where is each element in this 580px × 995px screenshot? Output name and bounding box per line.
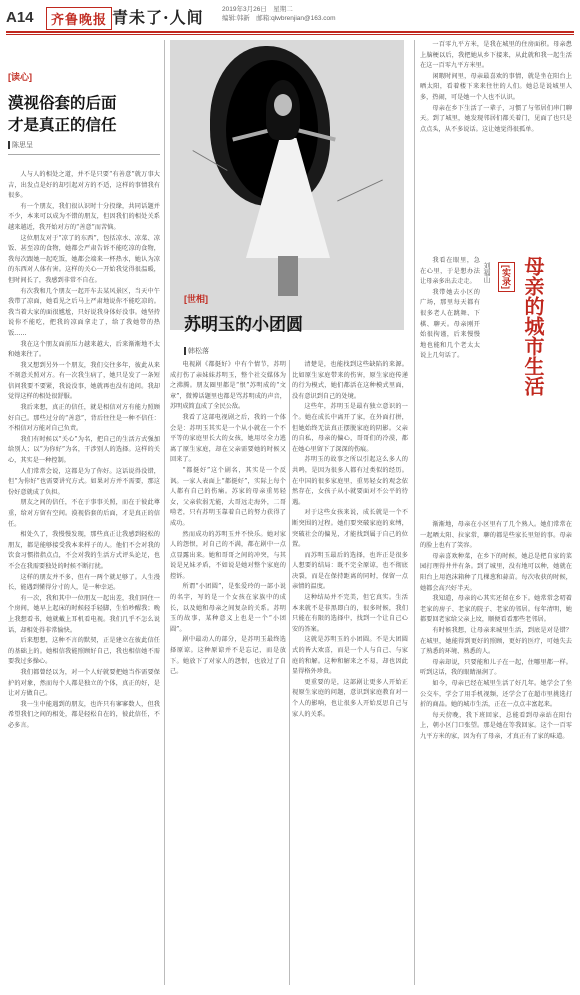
column-divider — [289, 360, 290, 985]
newspaper-logo: 齐鲁晚报 — [46, 7, 112, 30]
center-article-body-col1 — [170, 360, 286, 985]
paragraph: 一百零九平方米，是我在城里的住房面积。母亲患上脑梗以后，我把她从乡下接来，从此就和我一起生活在这一百零九平方米里。 — [420, 41, 572, 70]
left-byline-name: 陈思呈 — [12, 142, 33, 149]
byline-bar — [184, 347, 186, 355]
right-article-title: 母亲的城市生活 — [521, 256, 545, 396]
left-article-body — [8, 170, 160, 985]
face-shape — [274, 94, 292, 116]
paragraph: 所谓“小团圆”，是张爱玲的一部小说的名字，写的是一个女孩在家族中的成长，以及她和母亲之间复杂的关系。苏明玉的故事，某种意义上也是一个“小团圆”。 — [170, 583, 286, 633]
paragraph: 我看了这部电视剧之后，我的一个体会是：苏明玉其实是一个从小就在一个不平等的家庭里长大的女孩，她用尽全力逃离了原生家庭，却在父亲需要她的时候又回来了。 — [170, 413, 286, 464]
section-name: 青未了·人间 — [112, 8, 204, 27]
center-article-tag: [世相] — [184, 294, 208, 304]
paragraph: 朋友之间的信任，不在于事事关照，而在于彼此尊重，给对方留有空间。漠视俗套的后面，才是真正的信任。 — [8, 499, 160, 528]
paragraph: 如今，母亲已经在城里生活了好几年。她学会了坐公交车，学会了用手机视频，还学会了在超市里挑选打折的商品。她的城市生活，正在一点点丰富起来。 — [420, 679, 572, 709]
woman-in-wall-illustration — [170, 40, 404, 330]
header-rule — [6, 31, 574, 33]
paragraph: 而苏明玉最后的选择，也许正是很多人想要的结局：既不完全原谅，也不彻底决裂，而是在保持距离的同时，保留一点亲情的温度。 — [292, 551, 408, 591]
paragraph: 闲暇时间里，母亲最喜欢的事情，就是坐在阳台上晒太阳，看着楼下来来往往的人们。她总是说城里人多，热闹，可是她一个人也不认识。 — [420, 72, 572, 101]
date-line: 2019年3月26日 星期二 — [222, 6, 293, 13]
paragraph: 有一次，我和其中一位朋友一起出差，我们同住一个房间，她早上起床的时候轻手轻脚，生怕吵醒我；晚上我想看书，她就戴上耳机看电视。我们几乎不怎么说话，却相处得非常愉快。 — [8, 594, 160, 634]
center-article-byline — [184, 346, 209, 356]
paragraph: 母亲却说，只要能和儿子在一起，住哪里都一样。听到这话，我的眼睛湿润了。 — [420, 658, 572, 677]
right-article-byline: 刘福山 — [483, 262, 490, 283]
center-article-title: 苏明玉的小团圆 — [184, 315, 303, 335]
left-title-line2: 才是真正的信任 — [8, 116, 117, 134]
editor-line: 编辑:韩新 邮箱:qlwbrenjian@163.com — [222, 15, 336, 22]
left-article-title — [8, 92, 158, 136]
paragraph: 然而成功的苏明玉并不快乐。她对家人的怨恨，对自己的不满，都在剧中一点点显露出来。她和哥哥之间的冲突，与其说是兄妹矛盾，不如说是她对整个家庭的控诉。 — [170, 530, 286, 580]
byline-bar — [8, 141, 10, 149]
paragraph: 后来想想，这种不言的默契，正是建立在彼此信任的基础上的。她相信我能照顾好自己，我也相信她不需要我过多操心。 — [8, 637, 160, 666]
paragraph: 我在这个朋友面前压力越来越大，后来渐渐地不太和她来往了。 — [8, 340, 160, 359]
paragraph: 清楚是，也能找到这些缺陷的来源。比如原生家庭带来的伤害，原生家庭传递的行为模式，她们都活在这种模式里面，没有意识到自己的处境。 — [292, 361, 408, 400]
column-divider — [414, 40, 415, 985]
paragraph: 电视剧《都挺好》中有个情节，苏明成打伤了亲妹妹苏明玉，整个社交媒体为之沸腾。朋友圈里都是“恨”苏明成的“文章”，微博话题里也都是骂苏明成的声音，苏明成简直成了全民公敌。 — [170, 361, 286, 411]
page-number: A14 — [6, 9, 34, 26]
paragraph: 人们常常会说，这都是为了你好。这话说得没错，但“为你好”也需要讲究方式。如果对方并不需要，那这份好意就成了负担。 — [8, 467, 160, 496]
paragraph: 我们有时候以“关心”为名，把自己的生活方式强加给别人；以“为你好”为名，干涉别人的选择。这样的关心，其实是一种控制。 — [8, 435, 160, 465]
paragraph: 我后来想，真正的信任，就是相信对方有能力照顾好自己。那些过分的“善意”，背后往往是一种不信任：不相信对方能对自己负责。 — [8, 404, 160, 433]
right-article-body-top — [420, 40, 572, 250]
right-article-body-bottom — [420, 520, 572, 985]
paragraph: 我又想到另外一个朋友，我们交往多年，彼此从来不刻意关照对方。有一次我生病了，她只是发了一条短信问我要不要紧，我说没事，她就再也没有追问。我却觉得这样的相处很舒服。 — [8, 361, 160, 401]
paragraph: 我知道，母亲的心其实还留在乡下。她常常念叨着老家的房子、老家的院子、老家的邻居。每年清明，她都要回老家给父亲上坟，顺便看看那些老邻居。 — [420, 595, 572, 624]
column-divider — [164, 40, 165, 985]
left-article-byline — [8, 140, 33, 150]
legs-shape — [278, 256, 298, 296]
paragraph: 这样的朋友并不多，但有一两个就足够了。人生漫长，能遇到懂得分寸的人，是一种幸运。 — [8, 573, 160, 592]
paragraph: 渐渐地，母亲在小区里有了几个熟人。她们常常在一起晒太阳、拉家常，聊的都是些家长里短的事。母亲的脸上也有了笑容。 — [420, 521, 572, 550]
paragraph: 有时候我想，让母亲来城里生活，到底是对是错？在城里，她能得到更好的照顾，更好的医疗，可她失去了熟悉的环境、熟悉的人。 — [420, 626, 572, 656]
paragraph: 母亲喜欢种菜，在乡下的时候，她总是把自家的菜园打理得井井有条。到了城里，没有地可以种，她就在阳台上用泡沫箱种了几棵葱和蒜苗。每次收获的时候，她都会高兴好半天。 — [420, 552, 572, 592]
masthead — [0, 0, 580, 36]
paragraph: 我们都曾经以为，对一个人好就要把她当作需要保护的对象，然而每个人都是独立的个体，真正的好，是让对方做自己。 — [8, 668, 160, 698]
paragraph: 更重要的是，这部剧让更多人开始正视原生家庭的问题，意识到家庭教育对一个人的影响，也让很多人开始反思自己与家人的关系。 — [292, 678, 408, 718]
paragraph: 每天傍晚，我下班回家，总能看到母亲站在阳台上，朝小区门口张望。那是她在等我回家。这个一百零九平方米的家，因为有了母亲，才真正有了家的味道。 — [420, 711, 572, 740]
paragraph: 这种结局并不完美，但它真实。生活本来就不是非黑即白的，很多时候，我们只能在有限的选择中，找到一个让自己心安的答案。 — [292, 594, 408, 633]
publication-meta — [222, 5, 336, 23]
paragraph: 有一个朋友，我们很认识时十分投缘，共同话题并不少，本来可以成为不错的朋友，但因我们的相处关系越来越近，我开始对方的“善意”而苦恼。 — [8, 202, 160, 231]
paragraph: “都挺好”这个剧名，其实是一个反讽。一家人表面上“都挺好”，实际上每个人都有自己的伤痛。苏家的母亲重男轻女，父亲软弱无能，大哥远走海外，二哥啃老，只有苏明玉靠着自己的努力获得了成功。 — [170, 466, 286, 527]
center-article-body-col2 — [292, 360, 408, 985]
paragraph: 剧中最动人的部分，是苏明玉最终选择原谅。这种原谅并不是忘记，而是放下。她放下了对家人的怨恨，也放过了自己。 — [170, 636, 286, 676]
center-byline-name: 韩松落 — [188, 348, 209, 355]
paragraph: 人与人的相处之道，并不是只要“有善意”就万事大吉，出发点是好的却引起对方的不适，这样的事情我有很多。 — [8, 171, 160, 200]
header-rule-thin — [6, 34, 574, 35]
paragraph: 我带她去小区的广场，那里每天都有很多老人在跳舞、下棋、聊天。母亲刚开始很拘谨，后来慢慢地也能和几个老太太说上几句话了。 — [420, 288, 480, 360]
right-article-tag: [实录] — [498, 262, 515, 292]
paragraph: 对于这些女孩来说，成长就是一个不断突围的过程。她们要突破家庭的束缚，突破社会的偏见，才能找到属于自己的位置。 — [292, 509, 408, 549]
paragraph: 苏明玉的故事之所以引起这么多人的共鸣，是因为很多人都有过类似的经历。在中国的很多家庭里，重男轻女的观念依然存在，女孩子从小就要面对不公平的待遇。 — [292, 456, 408, 506]
paragraph: 这位朋友对于“凉了的东西”，包括凉水、凉菜、凉饭、甚至凉的食物，她都会严肃告诉不能吃凉的食物，我每次跟她一起吃饭，她都会端来一杯热水，她认为凉的东西对人体有害。这样的关心一开始我觉得很温暖，但时间长了，我感到非常不自在。 — [8, 234, 160, 284]
paragraph: 有次我和几个朋友一起开车去某风景区，当天中午我带了凉面，她看见之后马上严肃地说你不能吃凉的。我当着大家的面很尴尬，只好说我身体好没事。她坚持说你不能吃，把我的凉面拿走了，给了我她带的热饭…… — [8, 287, 160, 337]
left-title-rule — [8, 154, 160, 155]
paragraph: 我一生中能遇到的朋友，也许只有寥寥数人，但我希望我们之间的相处，都是轻松自在的，彼此信任，不必多言。 — [8, 700, 160, 729]
paragraph: 母亲在乡下生活了一辈子，习惯了与邻居们串门聊天。到了城里，她发现邻居们都关着门，见面了也只是点点头，从不多说话。这让她觉得很孤单。 — [420, 104, 572, 133]
paragraph: 相处久了，我慢慢发现，那些真正让我感到轻松的朋友，都是能够接受我本来样子的人。他们不会对我的饮食习惯指指点点，不会对我的生活方式评头论足，也不会在我需要独处的时候不断打扰。 — [8, 531, 160, 570]
paragraph: 我看在眼里，急在心里，于是想办法让母亲多出去走走。 — [420, 257, 480, 286]
left-title-line1: 漠视俗套的后面 — [8, 94, 117, 112]
paragraph: 这就是苏明玉的小团圆。不是大团圆式的皆大欢喜，而是一个人与自己、与家庭的和解。这种和解来之不易，却也因此显得格外珍贵。 — [292, 636, 408, 676]
left-article-tag: [读心] — [8, 72, 32, 82]
paragraph: 这些年，苏明玉是最有独立意识的一个。她在成长中离开了家，在外面打拼，但她始终无法真正摆脱家庭的阴影。父亲的自私，母亲的偏心，哥哥们的冷漠，都在她心里留下了深深的伤痕。 — [292, 403, 408, 453]
